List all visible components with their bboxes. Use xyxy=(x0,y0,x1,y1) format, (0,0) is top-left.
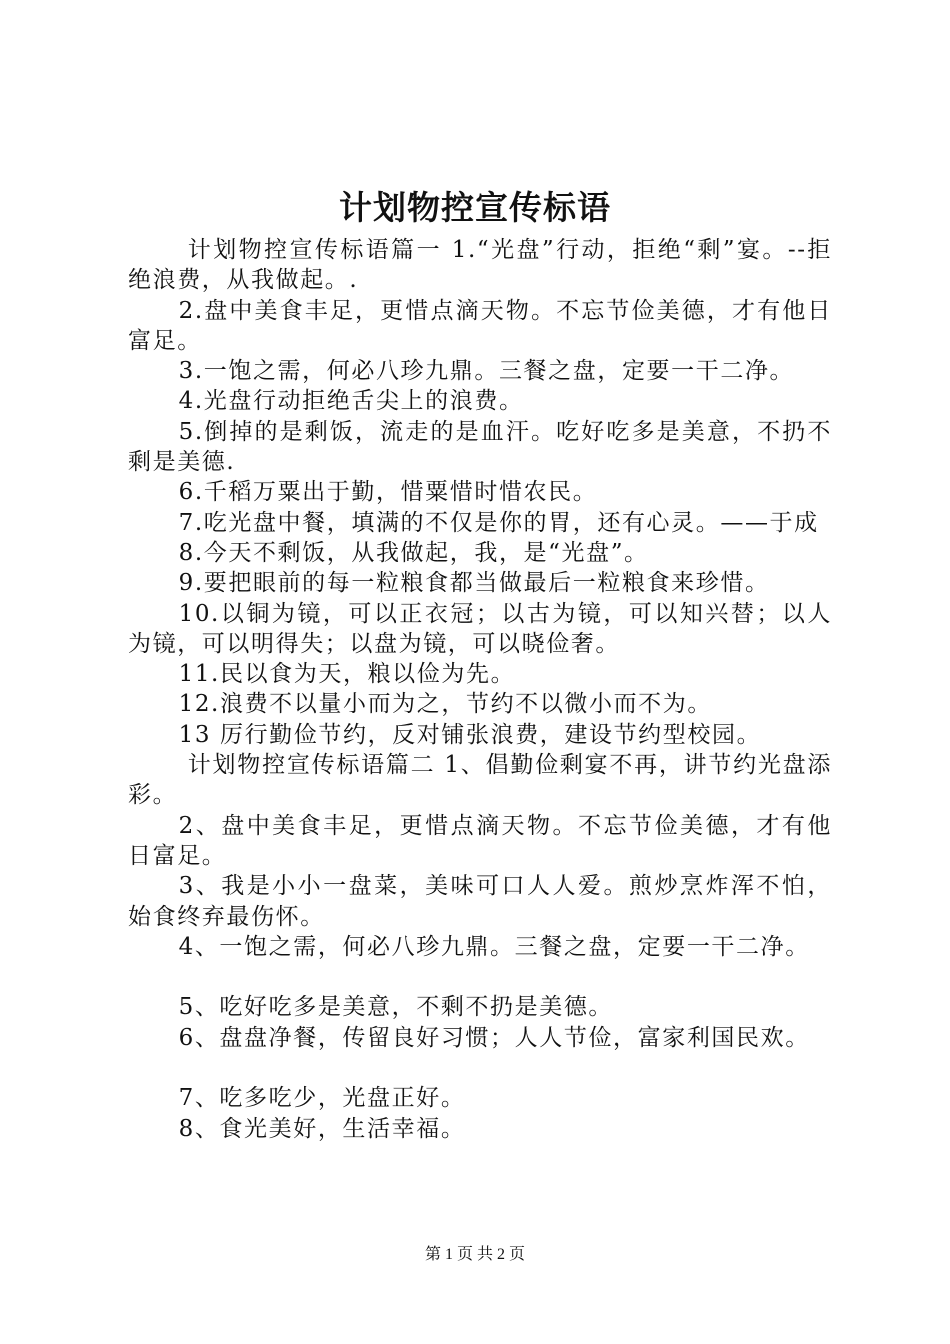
slogan-paragraph: 2.盘中美食丰足，更惜点滴天物。不忘节俭美德，才有他日富足。 xyxy=(128,297,832,354)
slogan-paragraph: 计划物控宣传标语篇二 1、倡勤俭剩宴不再，讲节约光盘添彩。 xyxy=(128,752,832,809)
slogan-paragraph: 5.倒掉的是剩饭，流走的是血汗。吃好吃多是美意，不扔不剩是美德. xyxy=(128,418,832,476)
slogan-paragraph: 6、盘盘净餐，传留良好习惯；人人节俭，富家利国民欢。 xyxy=(178,1024,810,1051)
slogan-paragraph: 计划物控宣传标语篇一 1.“光盘”行动，拒绝“剩”宴。--拒绝浪费，从我做起。. xyxy=(128,237,832,294)
slogan-paragraph: 4、一饱之需，何必八珍九鼎。三餐之盘，定要一干二净。 xyxy=(178,933,810,960)
slogan-paragraph: 7.吃光盘中餐，填满的不仅是你的胃，还有心灵。——于成 xyxy=(178,509,819,536)
slogan-paragraph: 4.光盘行动拒绝舌尖上的浪费。 xyxy=(178,388,524,415)
slogan-paragraph: 12.浪费不以量小而为之，节约不以微小而不为。 xyxy=(178,691,712,718)
page-footer: 第 1 页 共 2 页 xyxy=(424,1246,525,1263)
slogan-paragraph: 8.今天不剩饭，从我做起，我，是“光盘”。 xyxy=(178,539,649,566)
slogan-paragraph: 3、我是小小一盘菜，美味可口人人爱。煎炒烹炸浑不怕，始食终弃最伤怀。 xyxy=(128,873,832,930)
slogan-paragraph: 13 厉行勤俭节约，反对铺张浪费，建设节约型校园。 xyxy=(178,721,762,748)
slogan-paragraph: 6.千稻万粟出于勤，惜粟惜时惜农民。 xyxy=(178,479,598,506)
blank-line xyxy=(128,962,832,992)
slogan-paragraph: 3.一饱之需，何必八珍九鼎。三餐之盘，定要一干二净。 xyxy=(178,358,795,385)
document-body xyxy=(128,235,832,1144)
slogan-paragraph: 5、吃好吃多是美意，不剩不扔是美德。 xyxy=(178,994,614,1021)
slogan-paragraph: 10.以铜为镜，可以正衣冠；以古为镜，可以知兴替；以人为镜，可以明得失；以盘为镜，可以晓俭奢。 xyxy=(128,600,832,657)
slogan-paragraph: 11.民以食为天，粮以俭为先。 xyxy=(178,661,516,688)
document-title: 计划物控宣传标语 xyxy=(339,188,611,227)
blank-line xyxy=(128,1053,832,1083)
slogan-paragraph: 9.要把眼前的每一粒粮食都当做最后一粒粮食来珍惜。 xyxy=(178,570,770,597)
slogan-paragraph: 8、食光美好，生活幸福。 xyxy=(178,1115,466,1142)
slogan-paragraph: 7、吃多吃少，光盘正好。 xyxy=(178,1085,466,1112)
slogan-paragraph: 2、盘中美食丰足，更惜点滴天物。不忘节俭美德，才有他日富足。 xyxy=(128,812,832,869)
